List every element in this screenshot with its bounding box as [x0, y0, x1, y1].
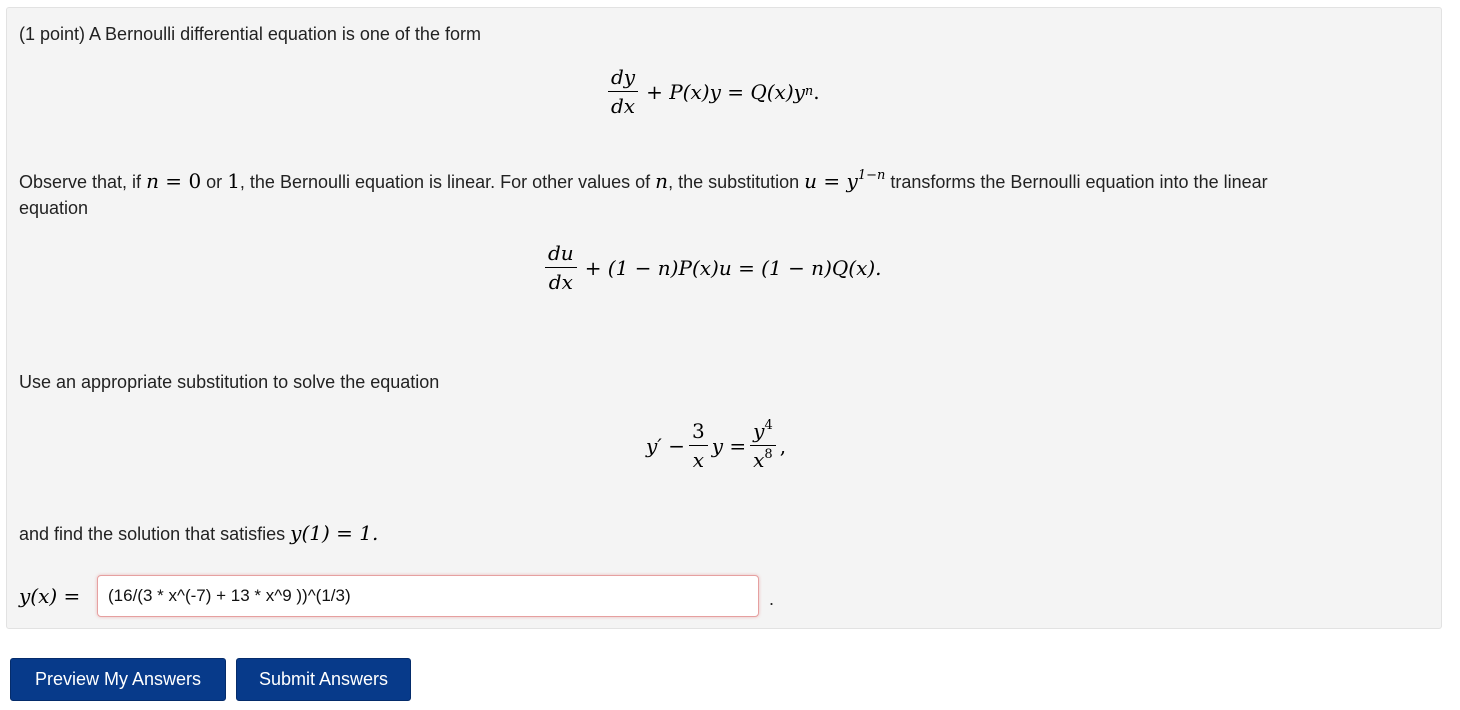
linear-equation — [541, 242, 882, 293]
eq3-left: y′ − — [646, 433, 685, 458]
observe-n: n — [146, 169, 159, 193]
eq2-numerator: du — [545, 242, 577, 268]
bernoulli-equation: $\frac{dy}{dx}$ + P(x)y = Q(x)y n . — [604, 66, 820, 117]
use-text: Use an appropriate substitution to solve the equation — [19, 372, 440, 392]
observe-eq: = — [158, 169, 189, 193]
eq3-end: , — [779, 433, 787, 458]
observe-part4: transforms the Bernoulli equation into the linear — [885, 172, 1268, 192]
observe-part3: , the substitution — [668, 172, 805, 192]
observe-line2: equation — [19, 198, 89, 218]
answer-label-math: y(x) = — [19, 584, 81, 608]
eq3-mid: y = — [711, 433, 747, 458]
observe-part2: , the Bernoulli equation is linear. For other values of — [239, 172, 656, 192]
observe-or: or — [201, 172, 228, 192]
eq1-rest: + P(x)y = Q(x)y — [646, 79, 805, 104]
trailing-period: . — [769, 589, 775, 609]
dy-dx-fraction — [608, 66, 638, 117]
observe-y: y — [846, 169, 858, 193]
eq3-rden-base: x — [753, 448, 765, 472]
eq3-rnum-base: y — [753, 419, 765, 443]
find-text — [19, 522, 378, 545]
eq3-rhs-numerator — [750, 420, 776, 446]
eq3-coef-fraction — [689, 420, 708, 471]
observe-zero: 0 — [188, 169, 202, 193]
eq1-numerator: dy — [608, 66, 638, 92]
eq3-numerator: 3 — [689, 420, 708, 446]
eq3-denominator: x — [692, 448, 704, 472]
observe-part1: Observe that, if — [19, 172, 147, 192]
submit-answers-button[interactable]: Submit Answers — [236, 658, 411, 701]
eq1-denominator: dx — [611, 94, 636, 118]
observe-text — [19, 170, 1268, 193]
answer-label — [19, 585, 80, 608]
eq3-rden-exp: 8 — [764, 447, 773, 462]
eq3-rnum-exp: 4 — [764, 418, 773, 433]
intro-text: (1 point) A Bernoulli differential equation is one of the form — [19, 24, 481, 44]
observe-u: u — [804, 169, 818, 193]
initial-condition: y(1) = 1. — [290, 521, 379, 545]
preview-answers-button[interactable]: Preview My Answers — [10, 658, 226, 701]
observe-eq2: = — [817, 169, 847, 193]
eq3-rhs-denominator — [750, 446, 776, 471]
du-dx-fraction — [545, 242, 577, 293]
eq1-end: . — [813, 79, 820, 104]
eq2-denominator: dx — [548, 270, 573, 294]
observe-one: 1 — [227, 169, 240, 193]
eq3-rhs-fraction — [750, 420, 776, 471]
eq2-rest: + (1 − n)P(x)u = (1 − n)Q(x). — [584, 255, 882, 280]
find-text-plain: and find the solution that satisfies — [19, 524, 291, 544]
answer-input[interactable] — [97, 575, 759, 617]
observe-n2: n — [655, 169, 669, 193]
observe-exponent: 1−n — [857, 168, 886, 183]
target-equation — [646, 420, 786, 471]
